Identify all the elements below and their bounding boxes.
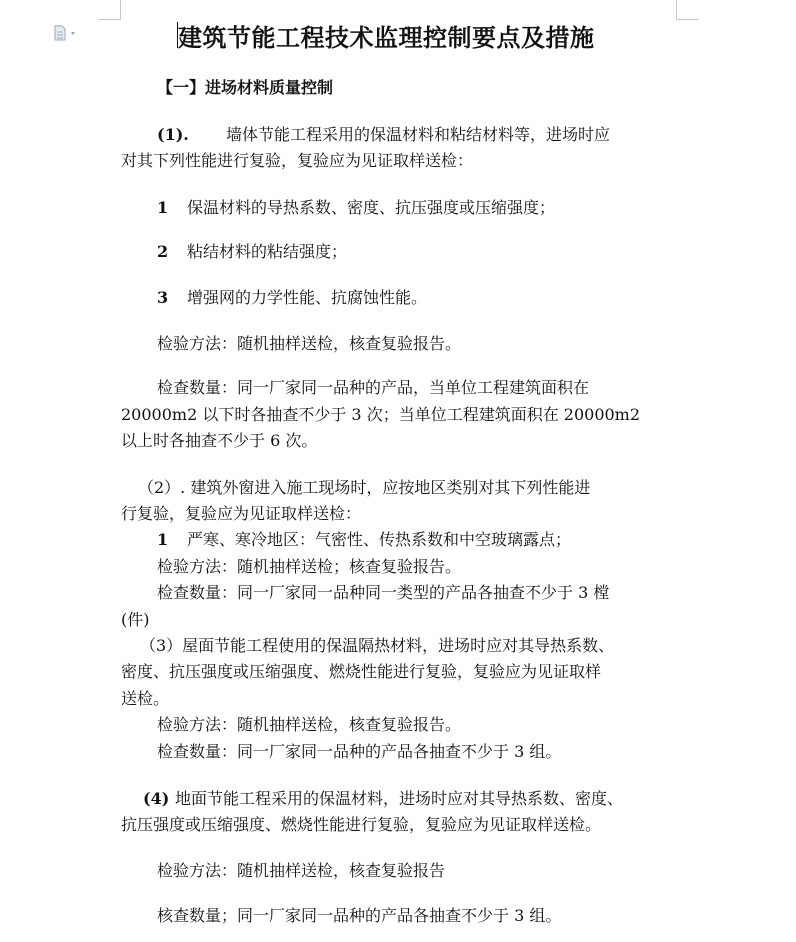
list-item-number: 1 xyxy=(157,530,169,549)
inspection-method: 检验方法：随机抽样送检，核查复验报告 xyxy=(157,861,446,880)
page-corner-mark xyxy=(120,0,121,20)
list-item-text: 保温材料的导热系数、密度、抗压强度或压缩强度； xyxy=(187,198,556,217)
document-title: 建筑节能工程技术监理控制要点及措施 xyxy=(178,24,595,52)
inspection-method: 检验方法：随机抽样送检，核查复验报告。 xyxy=(157,334,462,353)
page-corner-mark xyxy=(676,19,698,20)
list-item-number: 3 xyxy=(157,288,169,307)
paragraph-text: 行复验，复验应为见证取样送检： xyxy=(121,504,362,523)
paragraph-text: （3）屋面节能工程使用的保温隔热材料，进场时应对其导热系数、 xyxy=(140,636,615,655)
document-icon[interactable] xyxy=(54,25,80,41)
list-item-text: 粘结材料的粘结强度； xyxy=(187,242,348,261)
list-item-text: 增强网的力学性能、抗腐蚀性能。 xyxy=(187,288,428,307)
list-item-number: 1 xyxy=(157,198,169,217)
inspection-quantity: 20000m2 以下时各抽查不少于 3 次；当单位工程建筑面积在 20000m2 xyxy=(121,405,641,424)
list-item-number: 2 xyxy=(157,242,169,261)
paragraph-text: 送检。 xyxy=(121,689,170,708)
page-corner-mark xyxy=(676,0,677,20)
paragraph-text: （2）. 建筑外窗进入施工现场时，应按地区类别对其下列性能进 xyxy=(138,478,591,497)
paragraph-text: 对其下列性能进行复验，复验应为见证取样送检： xyxy=(121,151,474,170)
paragraph-number: (1). xyxy=(157,125,189,144)
page-corner-mark xyxy=(98,19,120,20)
paragraph-text: 抗压强度或压缩强度、燃烧性能进行复验，复验应为见证取样送检。 xyxy=(121,815,602,834)
paragraph-text: 墙体节能工程采用的保温材料和粘结材料等，进场时应 xyxy=(226,125,611,144)
paragraph-text: 密度、抗压强度或压缩强度、燃烧性能进行复验，复验应为见证取样 xyxy=(121,662,602,681)
list-item-text: 严寒、寒冷地区：气密性、传热系数和中空玻璃露点； xyxy=(187,530,572,549)
paragraph-number: (4) xyxy=(143,789,170,808)
inspection-method: 检验方法：随机抽样送检，核查复验报告。 xyxy=(157,715,462,734)
inspection-quantity: 检查数量：同一厂家同一品种同一类型的产品各抽查不少于 3 樘 xyxy=(157,583,610,602)
inspection-quantity: 检查数量：同一厂家同一品种的产品，当单位工程建筑面积在 xyxy=(157,378,590,397)
inspection-quantity: 以上时各抽查不少于 6 次。 xyxy=(121,431,318,450)
inspection-method: 检验方法：随机抽样送检；核查复验报告。 xyxy=(157,557,462,576)
inspection-quantity: (件) xyxy=(121,610,150,629)
inspection-quantity: 检查数量：同一厂家同一品种的产品各抽查不少于 3 组。 xyxy=(157,742,562,761)
inspection-quantity: 核查数量；同一厂家同一品种的产品各抽查不少于 3 组。 xyxy=(157,906,562,925)
section-heading: 【一】进场材料质量控制 xyxy=(157,78,334,97)
paragraph-text: 地面节能工程采用的保温材料，进场时应对其导热系数、密度、 xyxy=(175,789,624,808)
